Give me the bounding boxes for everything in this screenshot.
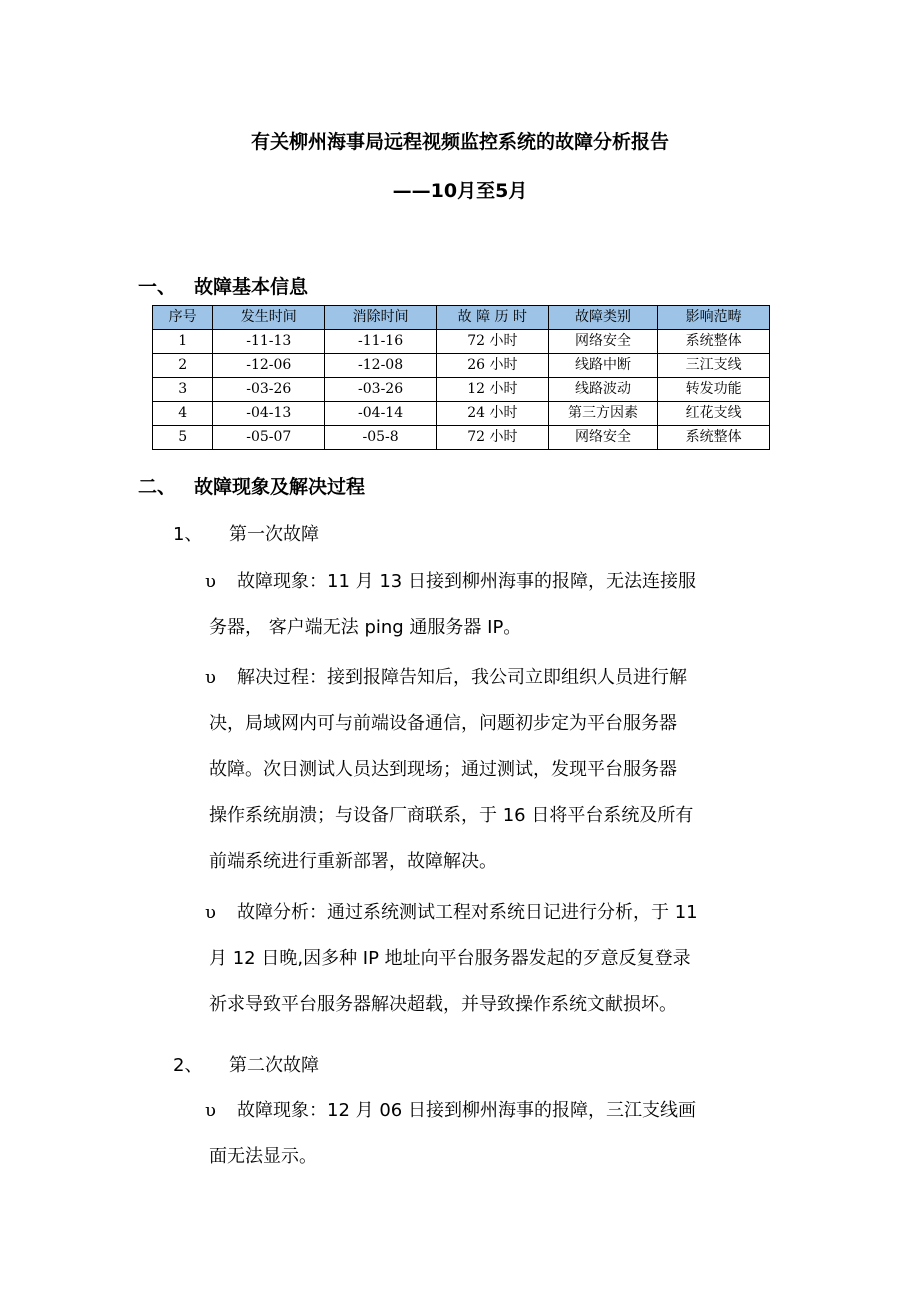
paragraph-line: 月 12 日晚,因多种 IP 地址向平台服务器发起的歹意反复登录	[209, 948, 691, 969]
table-cell: 26 小时	[436, 354, 548, 378]
table-cell: 72 小时	[436, 330, 548, 354]
fault-title: 第二次故障	[229, 1055, 319, 1076]
paragraph-line: 务器， 客户端无法 ping 通服务器 IP。	[209, 617, 522, 638]
table-cell: -05-07	[213, 426, 325, 450]
section-number: 一、	[138, 276, 177, 298]
fault-number: 1、	[173, 524, 203, 545]
section-heading-basic-info	[138, 272, 308, 299]
table-header-row	[153, 306, 770, 330]
paragraph-line: 解决过程：接到报障告知后，我公司立即组织人员进行解	[237, 667, 687, 688]
bullet-icon: υ	[205, 1100, 216, 1121]
table-row	[153, 426, 770, 450]
paragraph-line: 决，局域网内可与前端设备通信，问题初步定为平台服务器	[209, 713, 677, 734]
paragraph-line: 故障现象：12 月 06 日接到柳州海事的报障，三江支线画	[237, 1100, 696, 1121]
table-cell: -04-14	[325, 402, 437, 426]
fault-title: 第一次故障	[229, 524, 319, 545]
section-title: 故障现象及解决过程	[194, 476, 366, 498]
table-cell: -03-26	[213, 378, 325, 402]
table-cell: 线路中断	[548, 354, 658, 378]
fault2-phenomenon	[205, 1088, 785, 1180]
table-cell: 4	[153, 402, 213, 426]
fault-number: 2、	[173, 1055, 203, 1076]
table-cell: 系统整体	[658, 426, 770, 450]
fault1-analysis	[205, 890, 785, 1028]
table-cell: -11-16	[325, 330, 437, 354]
header-cell: 故障类别	[548, 306, 658, 330]
table-row	[153, 354, 770, 378]
table-cell: 系统整体	[658, 330, 770, 354]
paragraph-line: 前端系统进行重新部署，故障解决。	[209, 851, 497, 872]
fault-info-table	[152, 305, 770, 450]
header-cell: 发生时间	[213, 306, 325, 330]
table-cell: -03-26	[325, 378, 437, 402]
bullet-icon: υ	[205, 902, 216, 923]
fault1-heading	[173, 520, 319, 546]
bullet-icon: υ	[205, 667, 216, 688]
table-row	[153, 378, 770, 402]
header-cell: 消除时间	[325, 306, 437, 330]
table-cell: -11-13	[213, 330, 325, 354]
section-heading-process	[138, 472, 365, 499]
table-cell: 2	[153, 354, 213, 378]
section-title: 故障基本信息	[194, 276, 309, 298]
table-cell: 红花支线	[658, 402, 770, 426]
fault1-solution	[205, 655, 785, 885]
header-cell: 序号	[153, 306, 213, 330]
table-row	[153, 402, 770, 426]
paragraph-line: 故障分析：通过系统测试工程对系统日记进行分析，于 11	[237, 902, 698, 923]
table-cell: 12 小时	[436, 378, 548, 402]
paragraph-line: 面无法显示。	[209, 1146, 317, 1167]
table-cell: 转发功能	[658, 378, 770, 402]
paragraph-line: 故障现象：11 月 13 日接到柳州海事的报障，无法连接服	[237, 571, 696, 592]
paragraph-line: 故障。次日测试人员达到现场；通过测试，发现平台服务器	[209, 759, 677, 780]
table-cell: 3	[153, 378, 213, 402]
table-cell: 5	[153, 426, 213, 450]
header-cell: 影响范畴	[658, 306, 770, 330]
table-cell: 1	[153, 330, 213, 354]
report-title: 有关柳州海事局远程视频监控系统的故障分析报告	[250, 131, 669, 153]
table-row	[153, 330, 770, 354]
table-cell: 24 小时	[436, 402, 548, 426]
table-cell: 第三方因素	[548, 402, 658, 426]
bullet-icon: υ	[205, 571, 216, 592]
table-cell: 72 小时	[436, 426, 548, 450]
paragraph-line: 操作系统崩溃；与设备厂商联系，于 16 日将平台系统及所有	[209, 805, 694, 826]
table-cell: -12-08	[325, 354, 437, 378]
table-cell: -05-8	[325, 426, 437, 450]
paragraph-line: 祈求导致平台服务器解决超载，并导致操作系统文献损坏。	[209, 994, 677, 1015]
table-cell: 网络安全	[548, 330, 658, 354]
table-cell: -04-13	[213, 402, 325, 426]
table-cell: 网络安全	[548, 426, 658, 450]
header-cell: 故 障 历 时	[436, 306, 548, 330]
table-cell: 线路波动	[548, 378, 658, 402]
table-cell: -12-06	[213, 354, 325, 378]
fault2-heading	[173, 1051, 319, 1077]
fault1-phenomenon	[205, 559, 785, 651]
section-number: 二、	[138, 476, 177, 498]
table-cell: 三江支线	[658, 354, 770, 378]
report-subtitle: ——10月至5月	[392, 180, 528, 202]
